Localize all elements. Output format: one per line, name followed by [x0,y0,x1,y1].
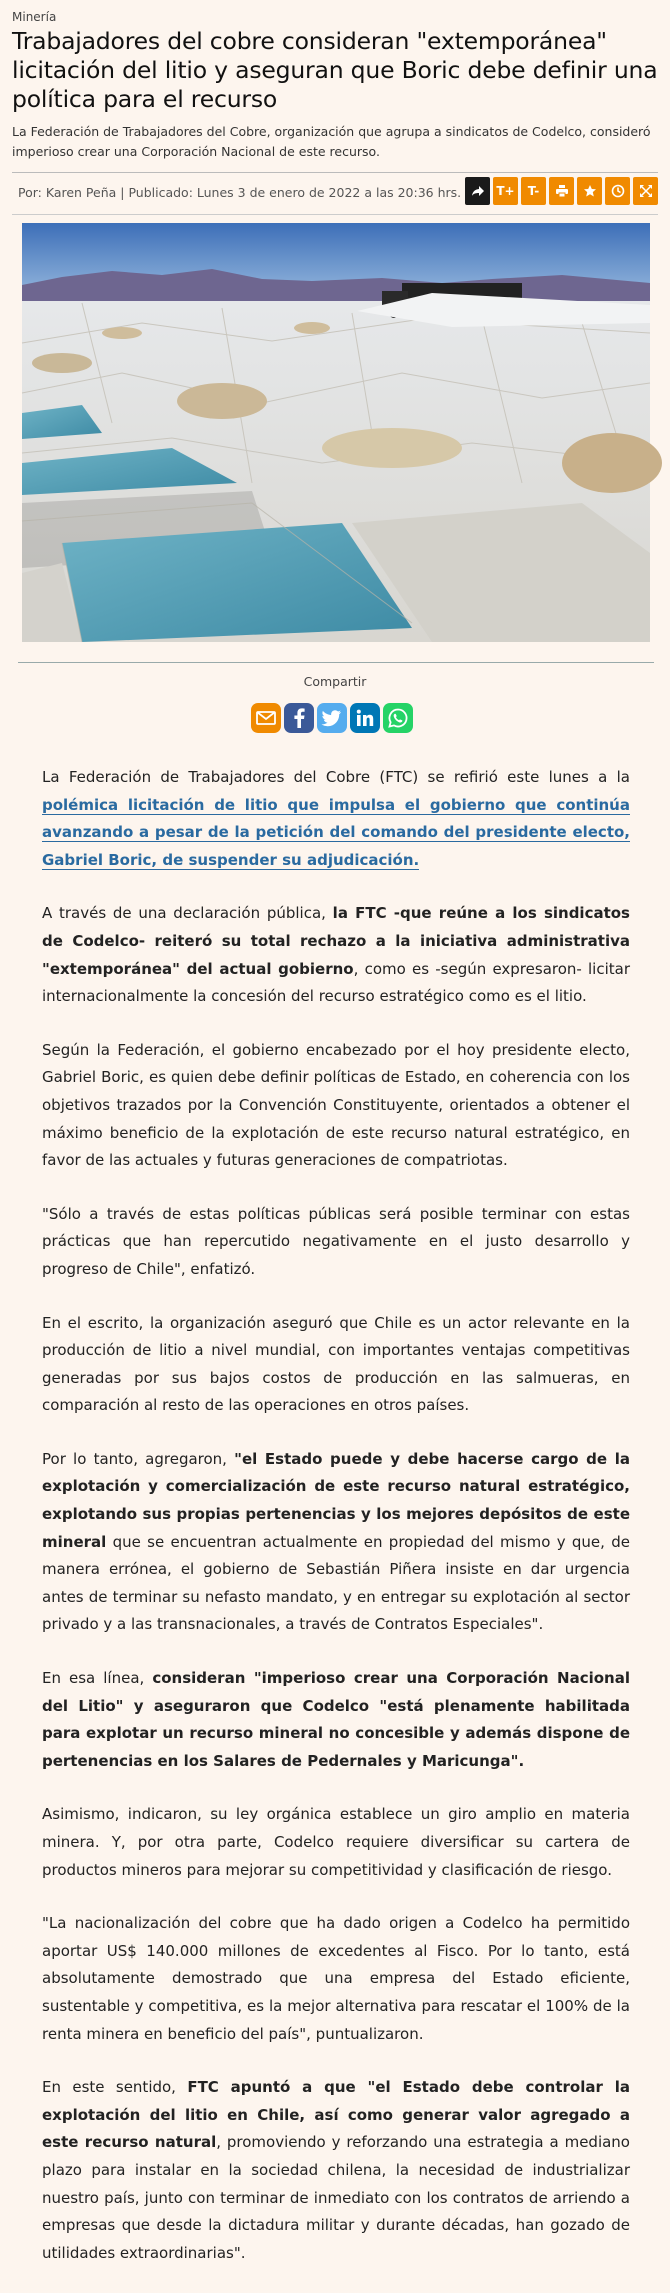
paragraph: "La nacionalización del cobre que ha dado origen a Codelco ha permitido aportar US$ 140.000 millones de excedentes al Fisco. Por lo tanto, está absolutamente demostrado que una empresa del Estado eficiente, sustentable y competitiva, es la mejor alternativa para rescatar el 100% de la renta minera en beneficio del país", puntualizaron. [42,1914,630,2043]
email-icon[interactable] [251,703,281,733]
facebook-icon[interactable] [284,703,314,733]
whatsapp-icon[interactable] [383,703,413,733]
divider [12,214,658,215]
paragraph: En este sentido, FTC apuntó a que "el Estado debe controlar la explotación del litio en Chile, así como generar valor agregado a este recurso natural, promoviendo y reforzando una estrategia a mediano plazo para instalar en la sociedad chilena, la necesidad de industrializar nuestro país, junto con terminar de inmediato con los contratos de arriendo a empresas que desde la dictadura militar y durante décadas, han gozado de utilidades extraordinarias". [42,2078,630,2262]
article-photo-salt-flat [22,223,650,642]
article-body [42,764,630,2293]
share-buttons [251,703,413,733]
article-title: Trabajadores del cobre consideran "extemporánea" licitación del litio y aseguran que Boric debe definir una política para el recurso [12,27,658,113]
font-increase-button[interactable]: T+ [493,177,518,205]
printer-icon[interactable] [549,177,574,205]
section-label[interactable]: Minería [12,10,57,24]
paragraph: "Sólo a través de estas políticas públicas será posible terminar con estas prácticas que han repercutido negativamente en el justo desarrollo y progreso de Chile", enfatizó. [42,1204,630,1278]
article-toolbar [465,177,658,205]
paragraph: En esa línea, consideran "imperioso crear una Corporación Nacional del Litio" y aseguraron que Codelco "está plenamente habilitada para explotar un recurso mineral no concesible y además dispone de pertenencias en los Salares de Pedernales y Maricunga". [42,1669,631,1770]
paragraph: Por lo tanto, agregaron, "el Estado puede y debe hacerse cargo de la explotación y comercialización de este recurso natural estratégico, explotando sus propias pertenencias y los mejores depósitos de este mineral que se encuentran actualmente en propiedad del mismo y que, de manera errónea, el gobierno de Sebastián Piñera insiste en dar urgencia antes de terminar su nefasto mandato, y en entregar su explotación al sector privado y a las transnacionales, a través de Contratos Especiales". [42,1449,630,1634]
clock-icon[interactable] [605,177,630,205]
twitter-icon[interactable] [317,703,347,733]
paragraph: A través de una declaración pública, la FTC -que reúne a los sindicatos de Codelco- reiteró su total rechazo a la iniciativa administrativa "extemporánea" del actual gobierno, como es -según expresaron- licitar internacionalmente la concesión del recurso estratégico como es el litio. [42,904,631,1006]
divider [18,662,654,663]
share-arrow-icon[interactable] [465,177,490,205]
related-article-link[interactable]: polémica licitación de litio que impulsa el gobierno que continúa avanzando a pesar de la petición del comando del presidente electo, Gabriel Boric, de suspender su adjudicación. [42,795,630,869]
article-lede: La Federación de Trabajadores del Cobre, organización que agrupa a sindicatos de Codelco, consideró imperioso crear una Corporación Nacional de este recurso. [12,124,651,159]
paragraph: La Federación de Trabajadores del Cobre (FTC) se refirió este lunes a la polémica licitación de litio que impulsa el gobierno que continúa avanzando a pesar de la petición del comando del presidente electo, Gabriel Boric, de suspender su adjudicación. [42,768,630,869]
linkedin-icon[interactable] [350,703,380,733]
star-icon[interactable] [577,177,602,205]
font-decrease-button[interactable]: T- [521,177,546,205]
share-label: Compartir [303,674,367,689]
paragraph: Asimismo, indicaron, su ley orgánica establece un giro amplio en materia minera. Y, por otra parte, Codelco requiere diversificar su cartera de productos mineros para mejorar su competitividad y clasificación de riesgo. [42,1805,630,1879]
paragraph: Según la Federación, el gobierno encabezado por el hoy presidente electo, Gabriel Boric, es quien debe definir políticas de Estado, en coherencia con los objetivos trazados por la Convención Constituyente, orientados a obtener el máximo beneficio de la explotación de este recurso natural estratégico, en favor de las actuales y futuras generaciones de compatriotas. [42,1040,630,1170]
byline: Por: Karen Peña | Publicado: Lunes 3 de enero de 2022 a las 20:36 hrs. [18,185,462,200]
paragraph: En el escrito, la organización aseguró que Chile es un actor relevante en la producción de litio a nivel mundial, con importantes ventajas competitivas generadas por sus bajos costos de producción en las salmueras, en comparación al resto de las operaciones en otros países. [42,1313,630,1415]
divider [12,172,658,173]
expand-icon[interactable] [633,177,658,205]
